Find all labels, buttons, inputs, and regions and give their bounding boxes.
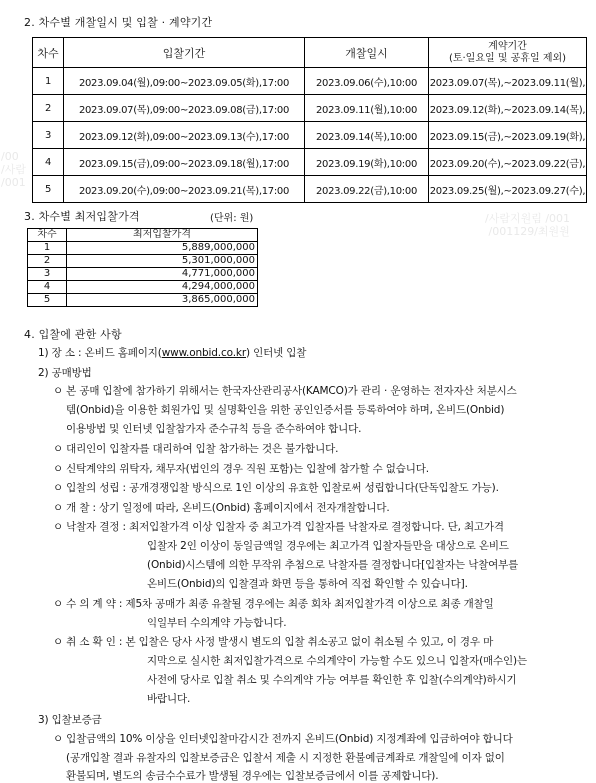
price-cell: 4,771,000,000 (67, 268, 258, 281)
method-line: ㅇ 본 공매 입찰에 참가하기 위해서는 한국자산관리공사(KAMCO)가 관리 · 운영하는 전자자산 처분시스 (53, 385, 517, 397)
opening-cell: 2023.09.19(화),10:00 (305, 149, 429, 176)
method-title: 2) 공매방법 (38, 367, 92, 379)
price-cell: 3,865,000,000 (67, 294, 258, 307)
round-cell: 4 (33, 149, 64, 176)
table-row (33, 149, 587, 176)
method-line: 익일부터 수의계약 가능합니다. (147, 617, 287, 629)
price-cell: 5,301,000,000 (67, 255, 258, 268)
min-price-table (27, 228, 258, 307)
table-row (28, 242, 258, 255)
section-2-title: 2. 차수별 개찰일시 및 입찰 · 계약기간 (24, 16, 213, 29)
unit-label: (단위: 원) (210, 213, 254, 224)
min-price-header-row (28, 229, 258, 242)
opening-cell: 2023.09.11(월),10:00 (305, 95, 429, 122)
method-line: ㅇ 낙찰자 결정 : 최저입찰가격 이상 입찰자 중 최고가격 입찰자를 낙찰자로 결정합니다. 단, 최고가격 (53, 521, 504, 533)
col-contract-header (429, 38, 587, 68)
round-cell: 3 (28, 268, 67, 281)
table-row (28, 294, 258, 307)
deposit-line: 환불되며, 별도의 송금수수료가 발생될 경우에는 입찰보증금에서 이를 공제합니다). (66, 770, 439, 782)
table-row (33, 176, 587, 203)
deposit-line: (공개입찰 결과 유찰자의 입찰보증금은 입찰서 제출 시 지정한 환불예금계좌로 개찰일에 이자 없이 (66, 752, 505, 764)
table-row (33, 122, 587, 149)
round-cell: 5 (33, 176, 64, 203)
opening-cell: 2023.09.06(수),10:00 (305, 68, 429, 95)
col-round-header: 차수 (28, 229, 67, 242)
round-cell: 4 (28, 281, 67, 294)
schedule-header-row (33, 38, 587, 68)
method-line: ㅇ 입찰의 성립 : 공개경쟁입찰 방식으로 1인 이상의 유효한 입찰로써 성립합니다(단독입찰도 가능). (53, 482, 499, 494)
method-line: 지막으로 실시한 최저입찰가격으로 수의계약이 가능할 수도 있으니 입찰자(매수인)는 (147, 655, 527, 667)
deposit-title: 3) 입찰보증금 (38, 714, 102, 726)
deposit-line: ㅇ 입찰금액의 10% 이상을 인터넷입찰마감시간 전까지 온비드(Onbid) 지정계좌에 입금하여야 합니다 (53, 733, 513, 745)
method-line: (Onbid)시스템에 의한 무작위 추첨으로 낙찰자를 결정합니다[입찰자는 낙찰여부를 (147, 559, 519, 571)
contract-cell: 2023.09.12(화),~2023.09.14(목), (429, 95, 587, 122)
watermark-left: /00 /사람 /001 (1, 150, 26, 189)
opening-cell: 2023.09.14(목),10:00 (305, 122, 429, 149)
col-bid-period-header: 입찰기간 (64, 38, 305, 68)
table-row (28, 268, 258, 281)
bid-period-cell: 2023.09.15(금),09:00~2023.09.18(월),17:00 (64, 149, 305, 176)
col-opening-header: 개찰일시 (305, 38, 429, 68)
method-line: ㅇ 취 소 확 인 : 본 입찰은 당사 사정 발생시 별도의 입찰 취소공고 없이 취소될 수 있고, 이 경우 마 (53, 636, 494, 648)
place-line (38, 345, 306, 360)
contract-header-line1: 계약기간 (488, 40, 527, 52)
round-cell: 2 (28, 255, 67, 268)
watermark-right: /사람지원림 /001 /001129/최원원 (484, 212, 571, 238)
round-cell: 5 (28, 294, 67, 307)
method-line: 바랍니다. (147, 693, 191, 705)
method-line: ㅇ 수 의 계 약 : 제5차 공매가 최종 유찰될 경우에는 최종 회차 최저입찰가격 이상으로 최종 개찰일 (53, 598, 494, 610)
table-row (33, 68, 587, 95)
bid-period-cell: 2023.09.20(수),09:00~2023.09.21(목),17:00 (64, 176, 305, 203)
round-cell: 2 (33, 95, 64, 122)
onbid-link[interactable]: www.onbid.co.kr (161, 347, 246, 359)
schedule-table (32, 37, 587, 203)
table-row (33, 95, 587, 122)
section-3-title: 3. 차수별 최저입찰가격 (24, 210, 140, 223)
round-cell: 1 (28, 242, 67, 255)
place-label: 1) 장 소 : 온비드 홈페이지( (38, 347, 162, 359)
method-line: 온비드(Onbid)의 입찰결과 화면 등을 통하여 직접 확인할 수 있습니다]. (147, 578, 468, 590)
section-4-title: 4. 입찰에 관한 사항 (24, 328, 122, 341)
place-tail: ) 인터넷 입찰 (246, 347, 307, 359)
opening-cell: 2023.09.22(금),10:00 (305, 176, 429, 203)
col-min-price-header: 최저입찰가격 (67, 229, 258, 242)
method-line: ㅇ 대리인이 입찰자를 대리하여 입찰 참가하는 것은 불가합니다. (53, 443, 339, 455)
method-line: 사전에 당사로 입찰 취소 및 수의계약 가능 여부를 확인한 후 입찰(수의계약)하시기 (147, 674, 517, 686)
contract-header-line2: (토·일요일 및 공휴일 제외) (448, 52, 567, 64)
method-line: 템(Onbid)을 이용한 회원가입 및 실명확인을 위한 공인인증서를 등록하여야 하며, 온비드(Onbid) (66, 404, 505, 416)
bid-period-cell: 2023.09.04(월),09:00~2023.09.05(화),17:00 (64, 68, 305, 95)
contract-cell: 2023.09.20(수),~2023.09.22(금), (429, 149, 587, 176)
price-cell: 4,294,000,000 (67, 281, 258, 294)
round-cell: 3 (33, 122, 64, 149)
bid-period-cell: 2023.09.12(화),09:00~2023.09.13(수),17:00 (64, 122, 305, 149)
col-round-header: 차수 (33, 38, 64, 68)
contract-cell: 2023.09.25(월),~2023.09.27(수), (429, 176, 587, 203)
table-row (28, 255, 258, 268)
price-cell: 5,889,000,000 (67, 242, 258, 255)
contract-cell: 2023.09.15(금),~2023.09.19(화), (429, 122, 587, 149)
method-line: ㅇ 개 찰 : 상기 일정에 따라, 온비드(Onbid) 홈페이지에서 전자개찰합니다. (53, 502, 390, 514)
method-line: 입찰자 2인 이상이 동일금액일 경우에는 최고가격 입찰자들만을 대상으로 온비드 (147, 540, 509, 552)
bid-period-cell: 2023.09.07(목),09:00~2023.09.08(금),17:00 (64, 95, 305, 122)
contract-cell: 2023.09.07(목),~2023.09.11(월), (429, 68, 587, 95)
method-line: 이용방법 및 인터넷 입찰참가자 준수규칙 등을 준수하여야 합니다. (66, 423, 362, 435)
round-cell: 1 (33, 68, 64, 95)
table-row (28, 281, 258, 294)
method-line: ㅇ 신탁계약의 위탁자, 채무자(법인의 경우 직원 포함)는 입찰에 참가할 수 없습니다. (53, 463, 429, 475)
